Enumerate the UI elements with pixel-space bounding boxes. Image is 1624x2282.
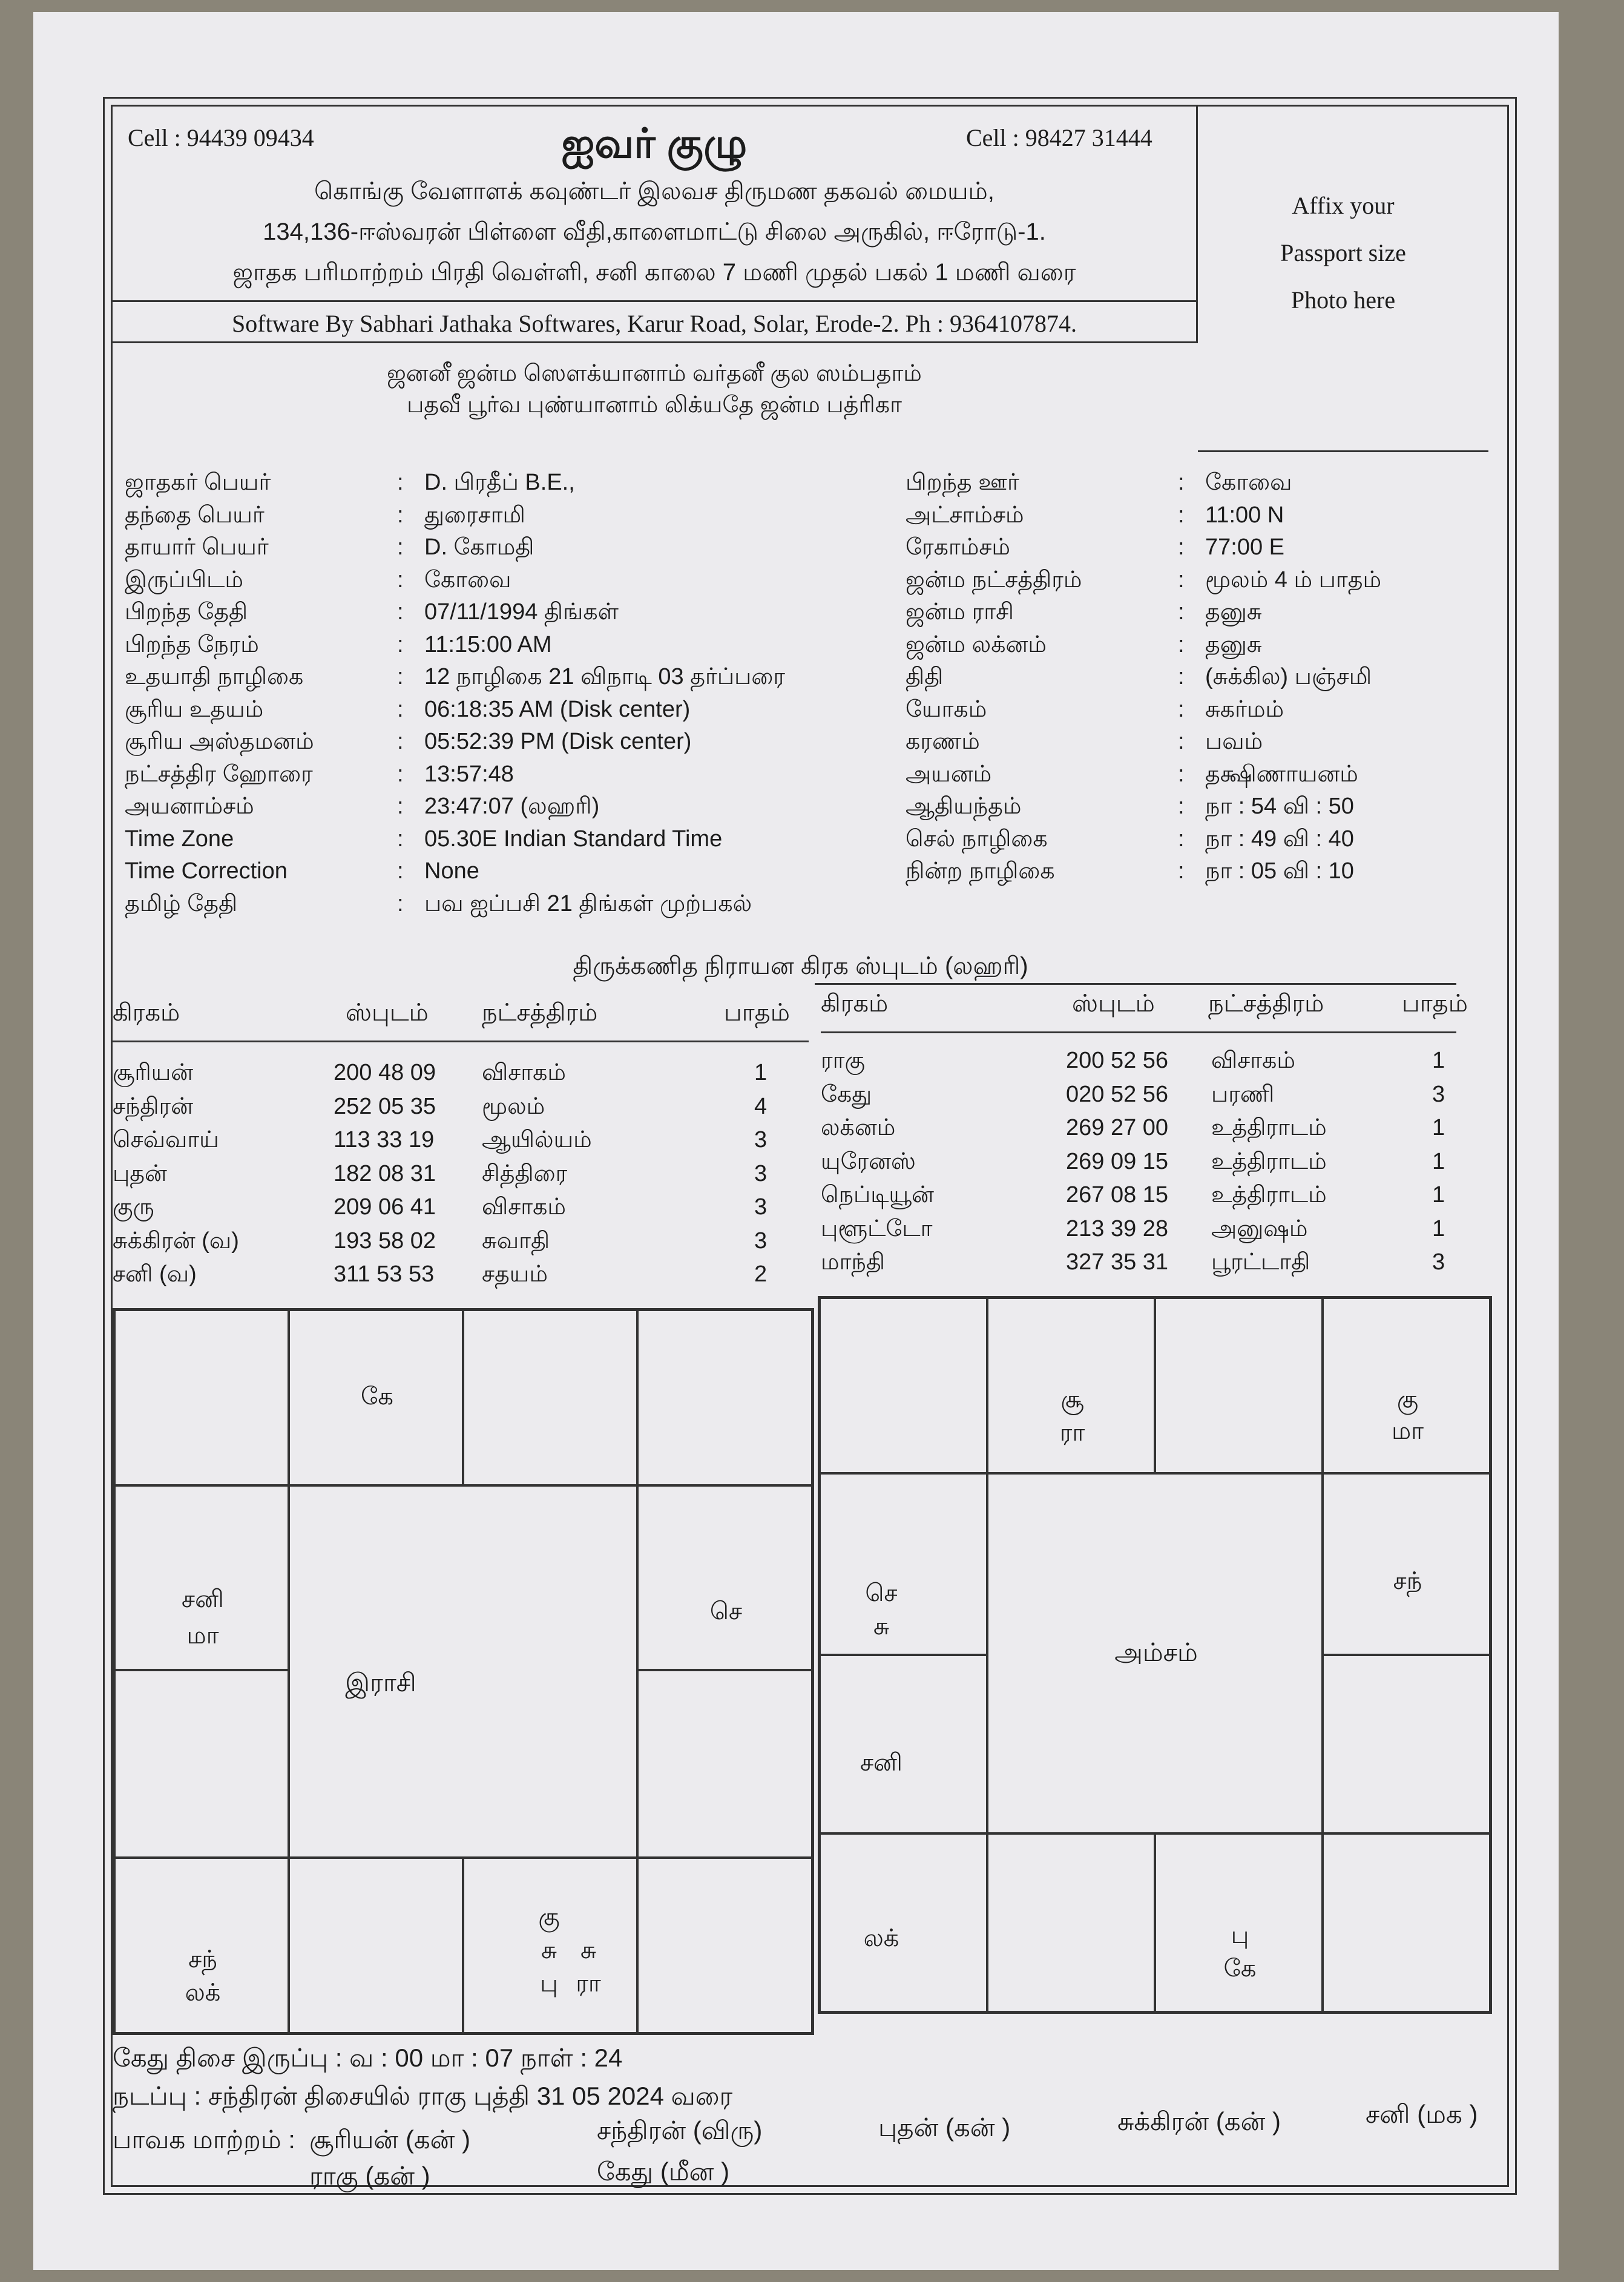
planet-star: பூரட்டாதி: [1211, 1249, 1310, 1275]
planet-pos: 200 52 56: [1066, 1048, 1169, 1073]
planet-header-nakshatra: நட்சத்திரம்: [482, 999, 598, 1026]
detail-colon: :: [397, 599, 404, 625]
cell-left: Cell : 94439 09434: [128, 124, 314, 151]
detail-label: தமிழ் தேதி: [125, 890, 238, 916]
detail-label: நட்சத்திர ஹோரை: [125, 761, 313, 787]
planet-star: மூலம்: [482, 1093, 545, 1119]
detail-row: [906, 858, 1487, 890]
detail-value: None: [424, 858, 479, 884]
planet-star: உத்திராடம்: [1211, 1148, 1327, 1174]
planet-header-graham: கிரகம்: [113, 999, 180, 1026]
detail-value: 23:47:07 (லஹரி): [424, 794, 600, 819]
detail-label: நின்ற நாழிகை: [906, 858, 1055, 884]
inner-frame: [111, 105, 1509, 2190]
photo-line-1: Affix your: [1292, 192, 1395, 219]
planet-name: மாந்தி: [821, 1249, 885, 1275]
planet-name: புளூட்டோ: [821, 1215, 933, 1241]
planet-star: சதயம்: [482, 1261, 548, 1287]
detail-label: இருப்பிடம்: [125, 567, 243, 593]
detail-label: தாயார் பெயர்: [125, 534, 269, 560]
detail-row: [906, 632, 1487, 664]
planet-pada: 1: [1432, 1148, 1445, 1174]
amsam-chart: [818, 1296, 1492, 2014]
planet-header-rule: [821, 1031, 1456, 1033]
planet-name: சனி (வ): [113, 1261, 197, 1287]
planet-pos: 213 39 28: [1066, 1215, 1169, 1241]
detail-row: [125, 632, 893, 664]
detail-colon: :: [1178, 631, 1185, 657]
bhava-item: சுக்கிரன் (கன் ): [1117, 2107, 1281, 2136]
detail-label: செல் நாழிகை: [906, 826, 1048, 852]
amsam-label: மா: [1391, 1418, 1424, 1444]
detail-row: [906, 502, 1487, 534]
detail-value: 11:00 N: [1205, 502, 1284, 528]
detail-colon: :: [397, 761, 404, 787]
sloka-line-2: பதவீ பூர்வ புண்யானாம் லிக்யதே ஜன்ம பத்ரிகா: [407, 392, 902, 418]
detail-colon: :: [397, 729, 404, 754]
photo-line-2: Passport size: [1280, 239, 1406, 266]
bhava-item: ராகு (கன் ): [309, 2162, 430, 2190]
rasi-label: சு: [541, 1937, 557, 1964]
planet-name: லக்னம்: [821, 1115, 896, 1140]
detail-label: தந்தை பெயர்: [125, 502, 265, 528]
rasi-house: [637, 1485, 812, 1670]
detail-label: பிறந்த ஊர்: [906, 470, 1019, 495]
amsam-house: [1323, 1655, 1490, 1833]
detail-row: [906, 697, 1487, 729]
detail-row: [125, 470, 893, 502]
planet-star: ஆயில்யம்: [482, 1127, 592, 1153]
planet-pada: 1: [1432, 1115, 1445, 1140]
amsam-label: சு: [873, 1613, 890, 1640]
detail-row: [125, 761, 893, 794]
planet-name: நெப்டியூன்: [821, 1182, 934, 1208]
detail-colon: :: [397, 858, 404, 884]
detail-value: 06:18:35 AM (Disk center): [424, 696, 691, 722]
planet-pos: 267 08 15: [1066, 1182, 1169, 1208]
detail-value: பவ ஐப்பசி 21 திங்கள் முற்பகல்: [424, 890, 752, 916]
rasi-house: [289, 1858, 463, 2033]
photo-line-3: Photo here: [1290, 286, 1396, 314]
planet-pada: 3: [754, 1160, 768, 1186]
detail-label: பிறந்த தேதி: [125, 599, 248, 625]
detail-colon: :: [397, 826, 404, 852]
detail-row: [125, 826, 893, 858]
detail-row: [125, 502, 893, 534]
detail-colon: :: [397, 890, 404, 916]
rasi-house: [114, 1858, 289, 2033]
amsam-center: [987, 1473, 1323, 1833]
planet-pada: 3: [754, 1194, 768, 1220]
amsam-label: சந்: [1393, 1568, 1422, 1594]
rasi-center: [289, 1485, 637, 1858]
planet-pos: 020 52 56: [1066, 1081, 1169, 1107]
detail-row: [125, 697, 893, 729]
planet-star: விசாகம்: [1211, 1048, 1296, 1073]
planet-pada: 3: [754, 1127, 768, 1153]
rasi-label: சு: [580, 1937, 597, 1964]
detail-row: [125, 794, 893, 826]
detail-colon: :: [397, 534, 404, 560]
detail-label: யோகம்: [906, 696, 987, 722]
detail-value: மூலம் 4 ம் பாதம்: [1205, 567, 1382, 593]
planet-star: விசாகம்: [482, 1194, 567, 1220]
rasi-house: [637, 1858, 812, 2033]
detail-label: அயனாம்சம்: [125, 794, 254, 819]
software-line: Software By Sabhari Jathaka Softwares, Karur Road, Solar, Erode-2. Ph : 9364107874.: [232, 310, 1077, 337]
planet-name: ராகு: [821, 1048, 866, 1073]
detail-label: பிறந்த நேரம்: [125, 631, 259, 657]
planet-pos: 113 33 19: [334, 1127, 435, 1153]
planet-name: சூரியன்: [113, 1060, 194, 1085]
planet-header-graham: கிரகம்: [821, 990, 889, 1017]
planet-star: பரணி: [1211, 1081, 1275, 1107]
detail-row: [125, 567, 893, 599]
rasi-house: [114, 1310, 289, 1485]
detail-label: ஜாதகர் பெயர்: [125, 470, 271, 495]
planet-name: கேது: [821, 1081, 872, 1107]
detail-value: துரைசாமி: [424, 502, 525, 528]
detail-colon: :: [1178, 826, 1185, 852]
detail-row: [125, 729, 893, 761]
rasi-label: பு: [540, 1970, 558, 1997]
detail-colon: :: [397, 664, 404, 689]
detail-label: அயனம்: [906, 761, 992, 787]
sloka-line-1: ஜனனீ ஜன்ம ஸௌக்யானாம் வர்தனீ குல ஸம்பதாம்: [387, 361, 922, 386]
detail-value: தனுசு: [1205, 631, 1262, 657]
planet-star: அனுஷம்: [1211, 1215, 1308, 1241]
current-dasa: நடப்பு : சந்திரன் திசையில் ராகு புத்தி 31 05 2024 வரை: [113, 2082, 733, 2110]
detail-value: 05.30E Indian Standard Time: [424, 826, 723, 852]
planet-star: விசாகம்: [482, 1060, 567, 1085]
amsam-house: [820, 1833, 987, 2012]
planet-pos: 311 53 53: [334, 1261, 435, 1287]
detail-colon: :: [1178, 664, 1185, 689]
planet-pada: 1: [1432, 1215, 1445, 1241]
planet-pada: 1: [1432, 1048, 1445, 1073]
rasi-label: மா: [186, 1622, 219, 1649]
amsam-house: [1323, 1298, 1490, 1473]
detail-colon: :: [1178, 858, 1185, 884]
software-line-box: [113, 300, 1196, 343]
detail-value: நா : 05 வி : 10: [1205, 858, 1354, 884]
planet-star: சுவாதி: [482, 1228, 550, 1254]
amsam-house: [820, 1655, 987, 1833]
detail-value: 11:15:00 AM: [424, 631, 552, 657]
rasi-label: கே: [361, 1383, 393, 1410]
amsam-label: கே: [1223, 1955, 1257, 1982]
planet-pos: 193 58 02: [334, 1228, 436, 1254]
amsam-label: பு: [1231, 1922, 1249, 1948]
detail-value: (சுக்கில) பஞ்சமி: [1205, 664, 1372, 689]
detail-row: [125, 534, 893, 567]
detail-label: திதி: [906, 664, 944, 689]
rasi-label: ரா: [576, 1970, 601, 1997]
planet-header-sputam: ஸ்புடம்: [1072, 990, 1155, 1017]
rasi-house: [463, 1858, 637, 2033]
detail-value: 07/11/1994 திங்கள்: [424, 599, 619, 625]
rasi-label: சந்: [188, 1946, 217, 1973]
detail-colon: :: [1178, 761, 1185, 787]
header-box: [113, 107, 1198, 343]
detail-row: [906, 534, 1487, 567]
planet-pada: 3: [1432, 1249, 1445, 1275]
amsam-label: கு: [1396, 1386, 1419, 1413]
planet-pada: 2: [754, 1261, 768, 1287]
planet-pada: 4: [754, 1093, 768, 1119]
rasi-house: [637, 1670, 812, 1858]
brand-title: ஐவர் குழு: [561, 120, 748, 166]
title-rule: [815, 983, 1456, 985]
planet-pos: 269 09 15: [1066, 1148, 1169, 1174]
detail-label: ரேகாம்சம்: [906, 534, 1010, 560]
header-line-3: ஜாதக பரிமாற்றம் பிரதி வெள்ளி, சனி காலை 7 மணி முதல் பகல் 1 மணி வரை: [232, 259, 1076, 286]
detail-value: பவம்: [1205, 729, 1263, 754]
planet-pos: 200 48 09: [334, 1060, 436, 1085]
planet-pos: 209 06 41: [334, 1194, 436, 1220]
planet-header-patham: பாதம்: [1402, 990, 1468, 1017]
bhava-item: புதன் (கன் ): [878, 2113, 1011, 2142]
planet-name: செவ்வாய்: [113, 1127, 219, 1153]
planet-name: சுக்கிரன் (வ): [113, 1228, 239, 1254]
detail-colon: :: [1178, 470, 1185, 495]
planet-pos: 327 35 31: [1066, 1249, 1169, 1275]
detail-label: சூரிய அஸ்தமனம்: [125, 729, 314, 754]
amsam-label: சனி: [860, 1749, 902, 1776]
outer-frame: [103, 97, 1517, 2195]
cell-right: Cell : 98427 31444: [966, 124, 1152, 151]
planet-star: உத்திராடம்: [1211, 1115, 1327, 1140]
planet-pada: 1: [754, 1060, 768, 1085]
amsam-house: [987, 1833, 1155, 2012]
planet-pada: 3: [1432, 1081, 1445, 1107]
detail-colon: :: [397, 696, 404, 722]
amsam-title: அம்சம்: [1114, 1638, 1198, 1666]
rasi-house: [114, 1670, 289, 1858]
detail-value: 05:52:39 PM (Disk center): [424, 729, 692, 754]
amsam-house: [1323, 1833, 1490, 2012]
planet-pos: 182 08 31: [334, 1160, 436, 1186]
amsam-house: [820, 1298, 987, 1473]
rasi-house: [289, 1310, 463, 1485]
rasi-label: கு: [538, 1904, 560, 1930]
amsam-label: சூ: [1060, 1386, 1084, 1413]
detail-colon: :: [1178, 729, 1185, 754]
planet-name: யுரேனஸ்: [821, 1148, 916, 1174]
detail-colon: :: [397, 502, 404, 528]
planet-header-nakshatra: நட்சத்திரம்: [1208, 990, 1324, 1017]
detail-label: Time Zone: [125, 826, 234, 852]
detail-value: 12 நாழிகை 21 விநாடி 03 தர்ப்பரை: [424, 664, 785, 689]
photo-placeholder: [1198, 107, 1488, 452]
amsam-label: லக்: [863, 1925, 899, 1952]
detail-value: 77:00 E: [1205, 534, 1284, 560]
planet-pos: 269 27 00: [1066, 1115, 1169, 1140]
amsam-house: [1323, 1473, 1490, 1655]
rasi-chart: [113, 1308, 814, 2035]
detail-colon: :: [1178, 567, 1185, 593]
detail-colon: :: [397, 631, 404, 657]
bhava-label: பாவக மாற்றம் :: [113, 2125, 295, 2154]
planet-header-rule: [113, 1041, 809, 1042]
detail-label: ஜன்ம லக்னம்: [906, 631, 1047, 657]
detail-row: [906, 470, 1487, 502]
detail-row: [906, 761, 1487, 794]
detail-row: [906, 567, 1487, 599]
planet-name: சந்திரன்: [113, 1093, 194, 1119]
detail-colon: :: [1178, 534, 1185, 560]
horoscope-paper: [33, 12, 1559, 2270]
rasi-house: [114, 1485, 289, 1670]
detail-value: D. கோமதி: [424, 534, 534, 560]
detail-row: [906, 794, 1487, 826]
detail-value: 13:57:48: [424, 761, 514, 787]
detail-label: Time Correction: [125, 858, 288, 884]
detail-label: ஜன்ம ராசி: [906, 599, 1014, 625]
amsam-house: [1155, 1833, 1323, 2012]
rasi-house: [637, 1310, 812, 1485]
detail-row: [125, 664, 893, 696]
amsam-house: [820, 1473, 987, 1655]
planet-star: உத்திராடம்: [1211, 1182, 1327, 1208]
detail-value: சுகர்மம்: [1205, 696, 1284, 722]
planet-table-title: திருக்கணித நிராயன கிரக ஸ்புடம் (லஹரி): [573, 953, 1028, 979]
detail-label: உதயாதி நாழிகை: [125, 664, 304, 689]
detail-colon: :: [1178, 599, 1185, 625]
detail-label: ஜன்ம நட்சத்திரம்: [906, 567, 1082, 593]
detail-colon: :: [397, 567, 404, 593]
amsam-label: செ: [865, 1580, 898, 1606]
bhava-item: சனி (மக ): [1366, 2100, 1478, 2128]
rasi-label: செ: [709, 1598, 743, 1625]
detail-label: ஆதியந்தம்: [906, 794, 1022, 819]
bhava-item: சூரியன் (கன் ): [309, 2125, 471, 2154]
planet-pada: 1: [1432, 1182, 1445, 1208]
detail-colon: :: [397, 794, 404, 819]
bhava-item: கேது (மீன ): [597, 2157, 730, 2186]
detail-row: [125, 858, 893, 890]
detail-value: தக்ஷிணாயனம்: [1205, 761, 1358, 787]
detail-label: கரணம்: [906, 729, 980, 754]
detail-colon: :: [1178, 502, 1185, 528]
detail-row: [125, 599, 893, 631]
rasi-label: லக்: [185, 1979, 221, 2006]
detail-row: [906, 599, 1487, 631]
planet-pada: 3: [754, 1228, 768, 1254]
detail-colon: :: [397, 470, 404, 495]
amsam-house: [1155, 1298, 1323, 1473]
bhava-item: சந்திரன் (விரு): [597, 2116, 763, 2145]
amsam-house: [987, 1298, 1155, 1473]
detail-row: [906, 664, 1487, 696]
rasi-house: [463, 1310, 637, 1485]
detail-colon: :: [1178, 696, 1185, 722]
rasi-title: இராசி: [345, 1668, 416, 1697]
detail-value: நா : 54 வி : 50: [1205, 794, 1354, 819]
detail-row: [906, 826, 1487, 858]
planet-header-sputam: ஸ்புடம்: [346, 999, 429, 1026]
rasi-label: சனி: [182, 1586, 224, 1613]
detail-label: அட்சாம்சம்: [906, 502, 1024, 528]
detail-row: [906, 729, 1487, 761]
detail-colon: :: [1178, 794, 1185, 819]
detail-label: சூரிய உதயம்: [125, 696, 264, 722]
detail-value: தனுசு: [1205, 599, 1262, 625]
detail-row: [125, 891, 893, 923]
planet-pos: 252 05 35: [334, 1093, 436, 1119]
header-line-2: 134,136-ஈஸ்வரன் பிள்ளை வீதி,காளைமாட்டு சிலை அருகில், ஈரோடு-1.: [263, 219, 1046, 245]
planet-name: குரு: [113, 1194, 154, 1220]
detail-value: D. பிரதீப் B.E.,: [424, 470, 575, 495]
dasa-balance: கேது திசை இருப்பு : வ : 00 மா : 07 நாள் : 24: [113, 2044, 623, 2072]
detail-value: நா : 49 வி : 40: [1205, 826, 1354, 852]
amsam-label: ரா: [1059, 1419, 1085, 1446]
detail-value: கோவை: [1205, 470, 1292, 495]
detail-value: கோவை: [424, 567, 511, 593]
planet-star: சித்திரை: [482, 1160, 568, 1186]
header-line-1: கொங்கு வேளாளக் கவுண்டர் இலவச திருமண தகவல் மையம்,: [314, 178, 994, 205]
planet-name: புதன்: [113, 1160, 167, 1186]
planet-header-patham: பாதம்: [724, 999, 790, 1026]
